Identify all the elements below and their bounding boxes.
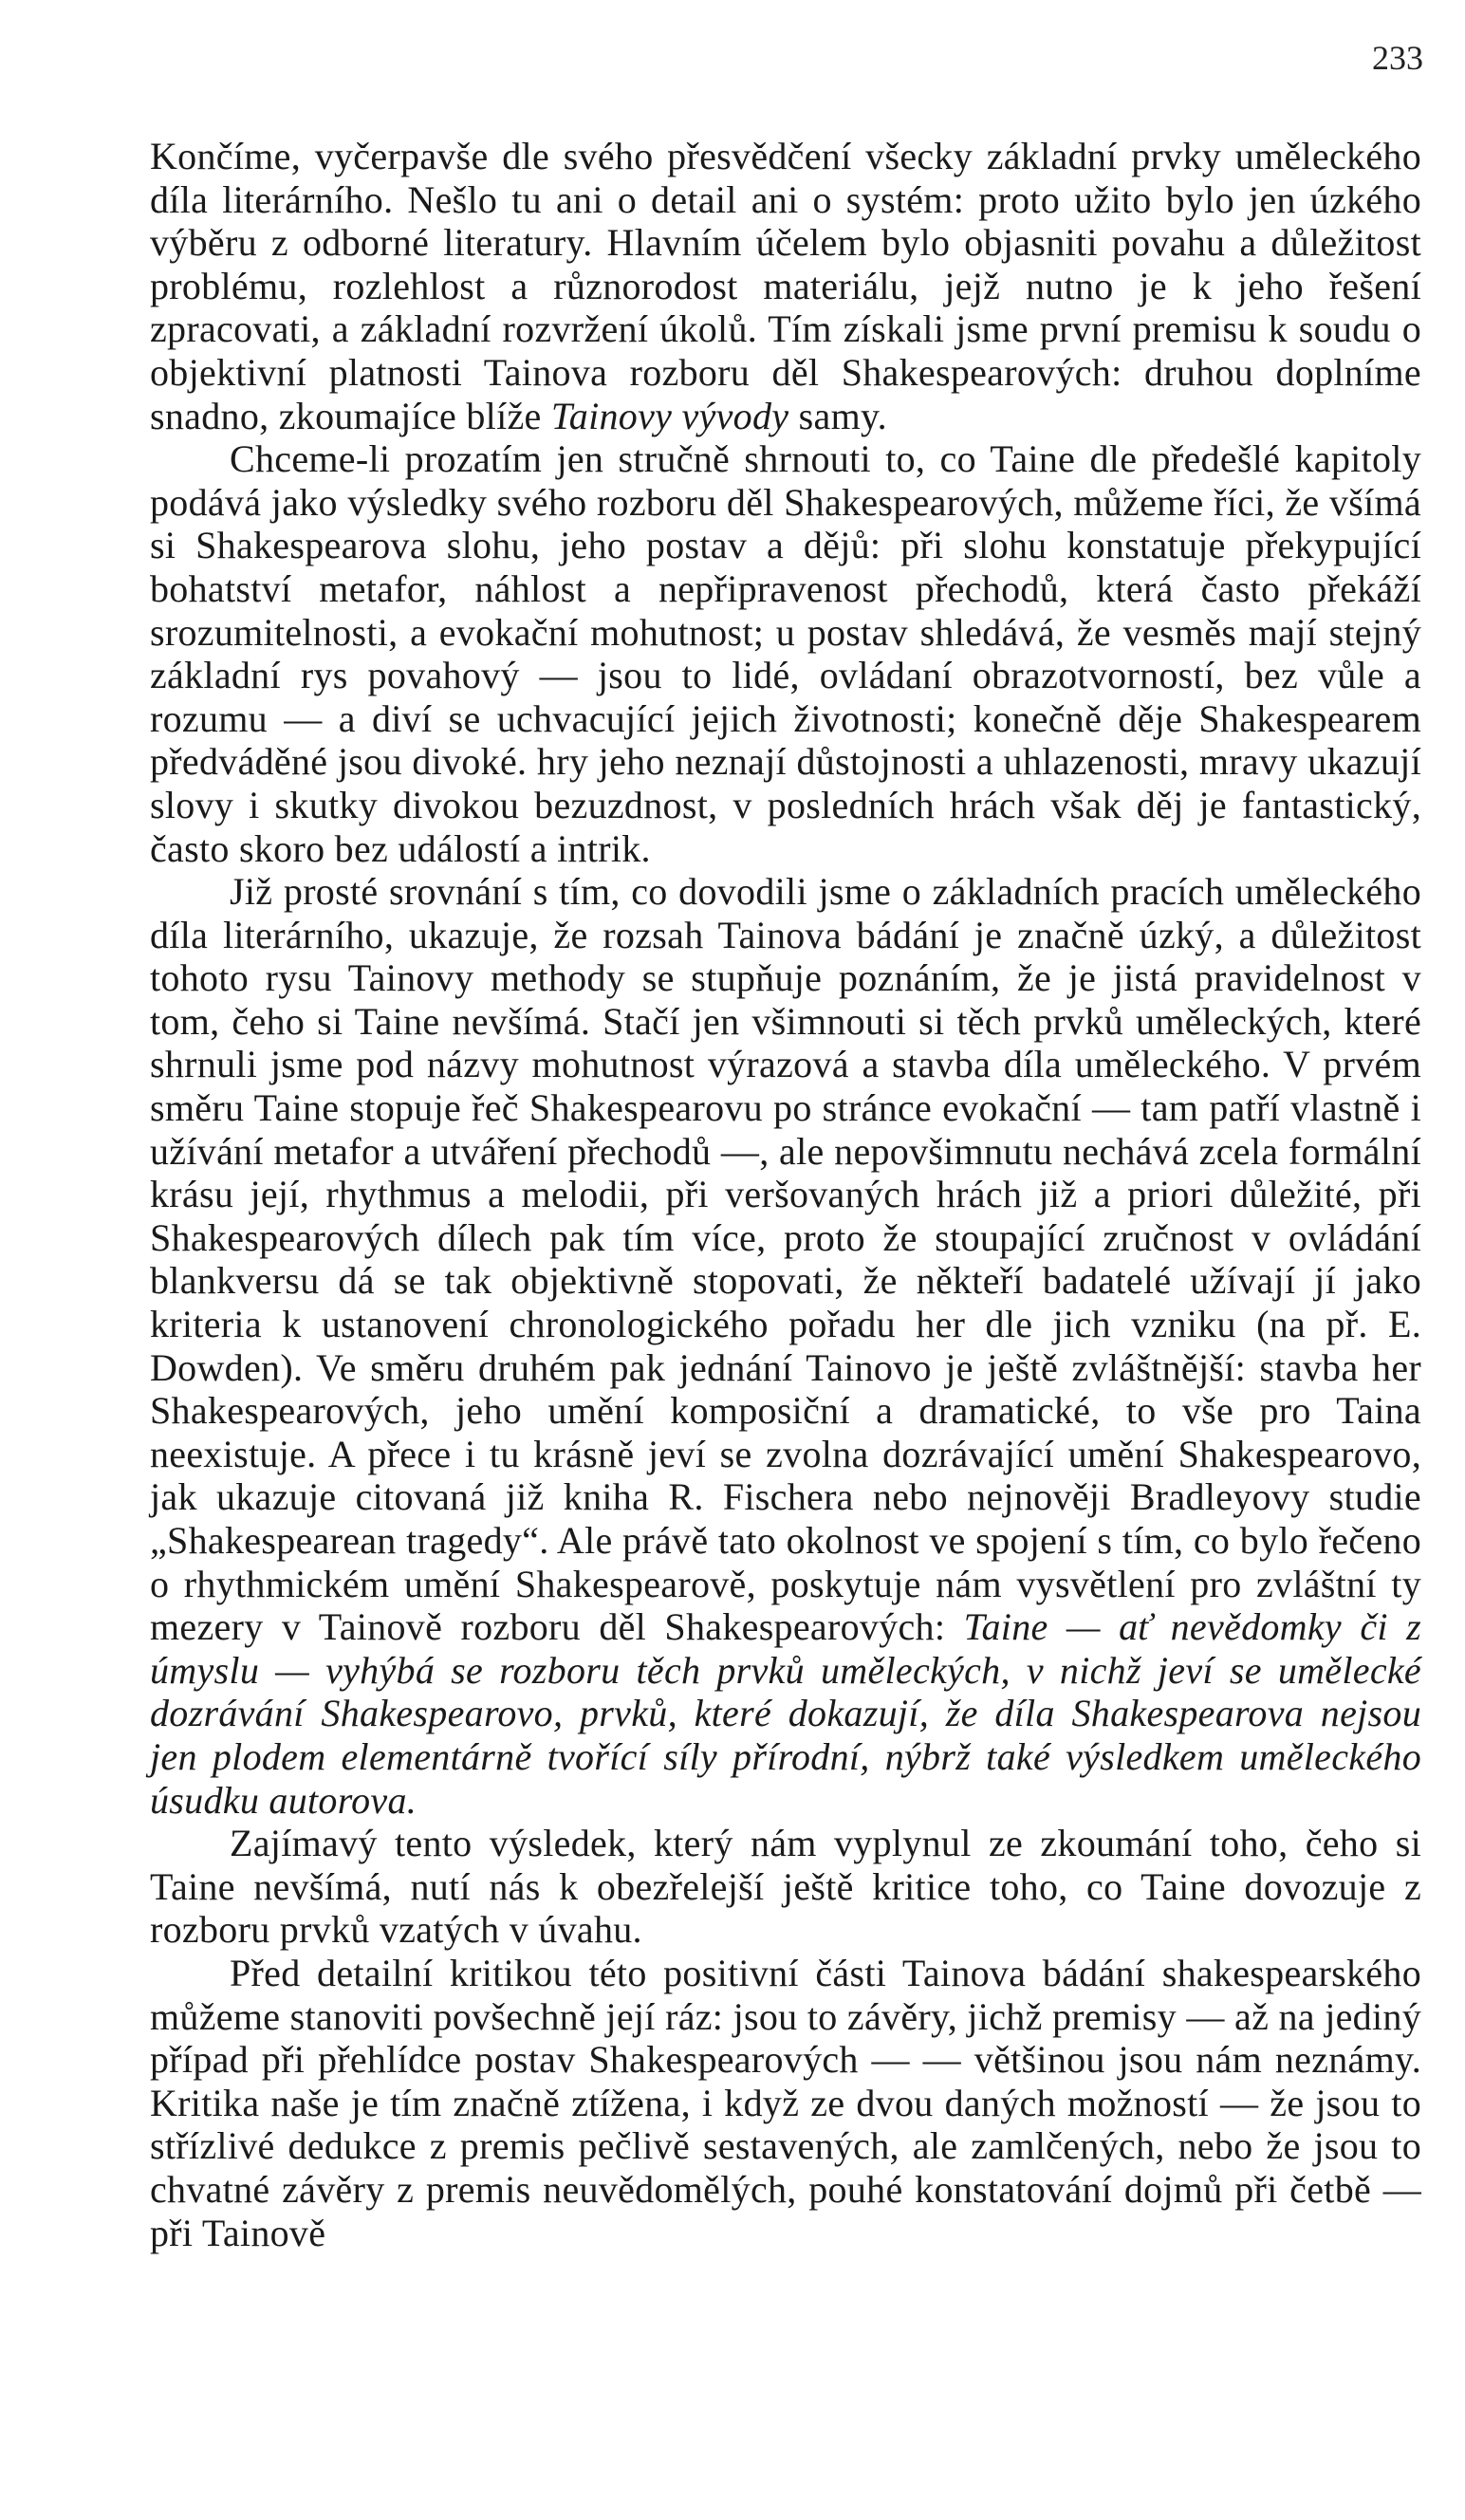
paragraph-2 <box>150 437 1421 870</box>
page-number: 233 <box>1372 39 1423 77</box>
paragraph-5 <box>150 1952 1421 2254</box>
paragraph-5-text: Před detailní kritikou této positivní části Tainova bádání shakespearského můžeme stanoviti povšechně její ráz: jsou to závěry, jichž premisy — až na jediný případ při přehlídce postav Shakespearových — — většinou jsou nám neznámy. Kritika naše je tím značně ztížena, i když ze dvou daných možností — že jsou to střízlivé dedukce z premis pečlivě sestavených, ale zamlčených, nebo že jsou to chvatné závěry z premis neuvědomělých, pouhé konstatování dojmů při četbě — při Tainově <box>150 1951 1421 2254</box>
paragraph-2-text: Chceme-li prozatím jen stručně shrnouti to, co Taine dle předešlé kapitoly podává jako výsledky svého rozboru děl Shakespearových, můžeme říci, že všímá si Shakespearova slohu, jeho postav a dějů: při slohu konstatuje překypující bohatství metafor, náhlost a nepřipravenost přechodů, která často překáží srozumitelnosti, a evokační mohutnost; u postav shledává, že vesměs mají stejný základní rys povahový — jsou to lidé, ovládaní obrazotvorností, bez vůle a rozumu — a diví se uchvacující jejich životnosti; konečně děje Shakespearem předváděné jsou divoké. hry jeho neznají důstojnosti a uhlazenosti, mravy ukazují slovy i skutky divokou bezuzdnost, v posledních hrách však děj je fantastický, často skoro bez událostí a intrik. <box>150 437 1421 870</box>
body-text <box>150 135 1421 2254</box>
paragraph-3 <box>150 870 1421 1822</box>
paragraph-1-tail: samy. <box>788 394 887 437</box>
paragraph-1 <box>150 135 1421 437</box>
paragraph-3-text: Již prosté srovnání s tím, co dovodili jsme o základních pracích uměleckého díla literárního, ukazuje, že rozsah Tainova bádání je značně úzký, a důležitost tohoto rysu Tainovy methody se stupňuje poznáním, že je jistá pravidelnost v tom, čeho si Taine nevšímá. Stačí jen všimnouti si těch prvků uměleckých, které shrnuli jsme pod názvy mohutnost výrazová a stavba díla uměleckého. V prvém směru Taine stopuje řeč Shakespearovu po stránce evokační — tam patří vlastně i užívání metafor a utváření přechodů —, ale nepovšimnutu nechává zcela formální krásu její, rhythmus a melodii, při veršovaných hrách již a priori důležité, při Shakespearových dílech pak tím více, proto že stoupající zručnost v ovládání blankversu dá se tak objektivně stopovati, že někteří badatelé užívají jí jako kriteria k ustanovení chronologického pořadu her dle jich vzniku (na př. E. Dowden). Ve směru druhém pak jednání Tainovo je ještě zvláštnější: stavba her Shakespearových, jeho umění komposiční a dramatické, to vše pro Taina neexistuje. A přece i tu krásně jeví se zvolna dozrávající umění Shakespearovo, jak ukazuje citovaná již kniha R. Fischera nebo nejnověji Bradleyovy studie „Shakespearean tragedy“. Ale právě tato okolnost ve spojení s tím, co bylo řečeno o rhythmickém umění Shakespearově, poskytuje nám vysvětlení pro zvláštní ty mezery v Tainově rozboru děl Shakespearových: <box>150 870 1421 1649</box>
paragraph-4 <box>150 1822 1421 1952</box>
paragraph-3-italic: Taine — ať nevědomky či z úmyslu — vyhýbá se rozboru těch prvků uměleckých, v nichž jeví se umělecké dozrávání Shakespearovo, prvků, které dokazují, že díla Shakespearova nejsou jen plodem elementárně tvořící síly přírodní, nýbrž také výsledkem uměleckého úsudku autorova. <box>150 1605 1421 1822</box>
paragraph-4-text: Zajímavý tento výsledek, který nám vyplynul ze zkoumání toho, čeho si Taine nevšímá, nutí nás k obezřelejší ještě kritice toho, co Taine dovozuje z rozboru prvků vzatých v úvahu. <box>150 1822 1421 1952</box>
paragraph-1-text: Končíme, vyčerpavše dle svého přesvědčení všecky základní prvky uměleckého díla literárního. Nešlo tu ani o detail ani o systém: proto užito bylo jen úzkého výběru z odborné literatury. Hlavním účelem bylo objasniti povahu a důležitost problému, rozlehlost a různorodost materiálu, jejž nutno je k jeho řešení zpracovati, a základní rozvržení úkolů. Tím získali jsme první premisu k soudu o objektivní platnosti Tainova rozboru děl Shakespearových: druhou doplníme snadno, zkoumajíce blíže <box>150 135 1421 437</box>
paragraph-1-italic: Tainovy vývody <box>550 394 789 437</box>
